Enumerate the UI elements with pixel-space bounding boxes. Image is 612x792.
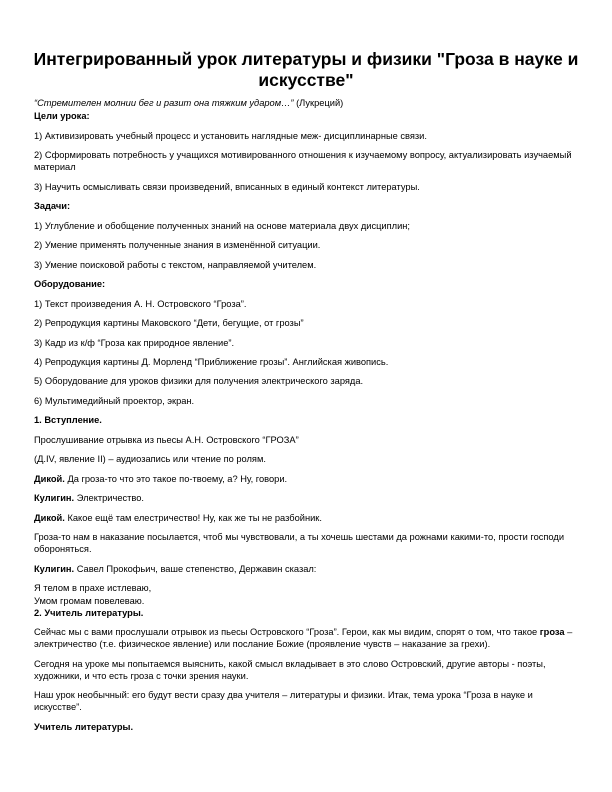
tasks-heading: Задачи: [34, 201, 71, 212]
dialogue-text: Какое ещё там елестричество! Ну, как же ты не разбойник. [64, 512, 322, 523]
speaker-name: Кулигин. [34, 563, 75, 574]
dialogue-text: Да гроза-то что это такое по-твоему, а? Ну, говори. [64, 473, 288, 484]
equipment-item: 5) Оборудование для уроков физики для получения электрического заряда. [34, 376, 364, 387]
epigraph [34, 97, 582, 109]
speaker-name: Кулигин. [34, 493, 75, 504]
teacher-heading: 2. Учитель литературы. [34, 607, 144, 618]
teacher-paragraph [34, 626, 582, 650]
teacher-paragraph: Сегодня на уроке мы попытаемся выяснить, какой смысл вкладывает в это слово Островский, другие авторы - поэты, художники, и что есть гроза с точки зрения науки. [34, 658, 546, 681]
intro-paragraph: Гроза-то нам в наказание посылается, чтоб мы чувствовали, а ты хочешь шестами да рожнами какими-то, прости господи обороняться. [34, 532, 565, 555]
equipment-item: 2) Репродукция картины Маковского “Дети, бегущие, от грозы” [34, 318, 304, 329]
goals-heading: Цели урока: [34, 111, 90, 122]
verse-line: Умом громам повелеваю. [34, 595, 145, 606]
speaker-name: Дикой. [34, 512, 65, 523]
teacher-text: – электричество (т.е. физическое явление) или послание Божие (проявление чувств – наказание за грехи). [34, 627, 573, 650]
intro-paragraph: (Д.IV, явление II) – аудиозапись или чтение по ролям. [34, 454, 266, 465]
dialogue-text: Электричество. [74, 493, 144, 504]
equipment-item: 1) Текст произведения А. Н. Островского “Гроза”. [34, 298, 247, 309]
task-item: 3) Умение поисковой работы с текстом, направляемой учителем. [34, 259, 317, 270]
teacher-footer-heading: Учитель литературы. [34, 721, 134, 732]
intro-heading: 1. Вступление. [34, 415, 102, 426]
dialogue-line [34, 563, 582, 575]
page-title: Интегрированный урок литературы и физики "Гроза в науке и искусстве" [33, 49, 579, 90]
task-item: 1) Углубление и обобщение полученных знаний на основе материала двух дисциплин; [34, 220, 410, 231]
equipment-heading: Оборудование: [34, 279, 106, 290]
dialogue-line [34, 473, 582, 485]
dialogue-text: Савел Прокофьич, ваше степенство, Державин сказал: [74, 563, 317, 574]
equipment-item: 4) Репродукция картины Д. Морленд “Приближение грозы”. Английская живопись. [34, 357, 389, 367]
goal-item: 3) Научить осмысливать связи произведений, вписанных в единый контекст литературы. [34, 181, 420, 192]
epigraph-author: (Лукреций) [296, 98, 344, 108]
speaker-name: Дикой. [34, 473, 65, 484]
goal-item: 2) Сформировать потребность у учащихся мотивированного отношения к изучаемому вопросу, актуализировать изучаемый материал [34, 150, 572, 173]
task-item: 2) Умение применять полученные знания в изменённой ситуации. [34, 240, 321, 251]
document-body [34, 97, 582, 733]
epigraph-quote: “Стремителен молнии бег и разит она тяжким ударом…” [34, 98, 294, 108]
equipment-item: 6) Мультимедийный проектор, экран. [34, 395, 195, 406]
intro-paragraph: Прослушивание отрывка из пьесы А.Н. Островского “ГРОЗА” [34, 434, 299, 445]
dialogue-line [34, 492, 582, 504]
verse-line: Я телом в прахе истлеваю, [34, 583, 152, 594]
dialogue-line [34, 512, 582, 524]
keyword-thunderstorm: гроза [539, 627, 565, 638]
goal-item: 1) Активизировать учебный процесс и установить наглядные меж- дисциплинарные связи. [34, 130, 427, 141]
teacher-paragraph: Наш урок необычный: его будут вести сразу два учителя – литературы и физики. Итак, тема урока “Гроза в науке и искусстве”. [34, 690, 533, 713]
equipment-item: 3) Кадр из к/ф “Гроза как природное явление”. [34, 337, 235, 348]
teacher-text: Сейчас мы с вами прослушали отрывок из пьесы Островского “Гроза”. Герои, как мы видим, спорят о том, что такое [34, 627, 540, 638]
